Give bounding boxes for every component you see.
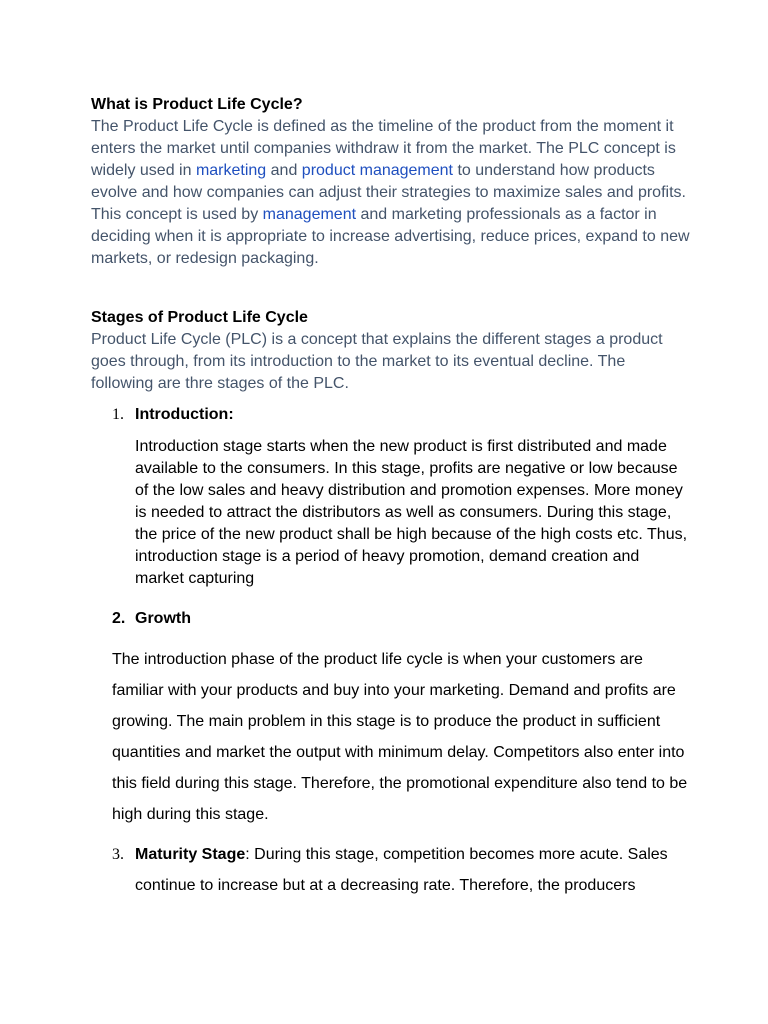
stage-body: Introduction stage starts when the new product is first distributed and made available to the consumers. In this stage, profits are negative or low because of the low sales and heavy distribution and promotion expenses. More money is needed to attract the distributors as well as consumers. During this stage, the price of the new product shall be high because of the high costs etc. Thus, introduction stage is a period of heavy promotion, demand creation and market capturing — [135, 438, 688, 587]
stage-body-text: : During this stage, competition becomes more acute. Sales continue to increase but at a decreasing rate. Therefore, the producers — [135, 846, 668, 894]
stage-number: 2. — [112, 610, 126, 627]
document-page — [91, 94, 691, 901]
stage-growth — [91, 608, 691, 830]
stage-title: Maturity Stage — [135, 846, 246, 863]
stage-title: Introduction: — [135, 406, 234, 423]
plc-definition-text-a: The Product Life Cycle is defined as the timeline of the product from the moment it enters the market until companies withdraw it from the market. The PLC concept is widely used in — [91, 118, 676, 179]
plc-usage-paragraph — [91, 204, 691, 270]
stages-intro-paragraph: Product Life Cycle (PLC) is a concept that explains the different stages a product goes through, from its introduction to the market to its eventual decline. The following are thre stages of the PLC. — [91, 331, 663, 392]
stage-introduction — [91, 404, 691, 590]
plc-definition-paragraph — [91, 116, 691, 204]
stage-body: The introduction phase of the product life cycle is when your customers are familiar with your products and buy into your marketing. Demand and profits are growing. The main problem in this stage is to produce the product in sufficient quantities and market the output with minimum delay. Competitors also enter into this field during this stage. Therefore, the promotional expenditure also tend to be high during this stage. — [112, 651, 688, 823]
management-link[interactable]: management — [262, 206, 357, 223]
stage-body — [135, 839, 691, 901]
plc-definition-text-c: to understand how products evolve and how companies can adjust their strategies to maximize sales and profits. — [91, 162, 686, 201]
stage-title-row — [91, 608, 691, 630]
plc-usage-text-a: This concept is used by — [91, 206, 263, 223]
plc-definition-text-b: and — [266, 162, 302, 179]
section-heading-stages: Stages of Product Life Cycle — [91, 309, 308, 326]
stage-title: Growth — [135, 610, 191, 627]
section-heading-plc: What is Product Life Cycle? — [91, 96, 303, 113]
stage-maturity — [91, 839, 691, 901]
stage-number: 3. — [112, 846, 124, 863]
marketing-link[interactable]: marketing — [195, 162, 267, 179]
product-management-link[interactable]: product management — [301, 162, 453, 179]
stage-number: 1. — [112, 406, 124, 423]
plc-usage-text-b: and marketing professionals as a factor in deciding when it is appropriate to increase advertising, reduce prices, expand to new markets, or redesign packaging. — [91, 206, 690, 267]
